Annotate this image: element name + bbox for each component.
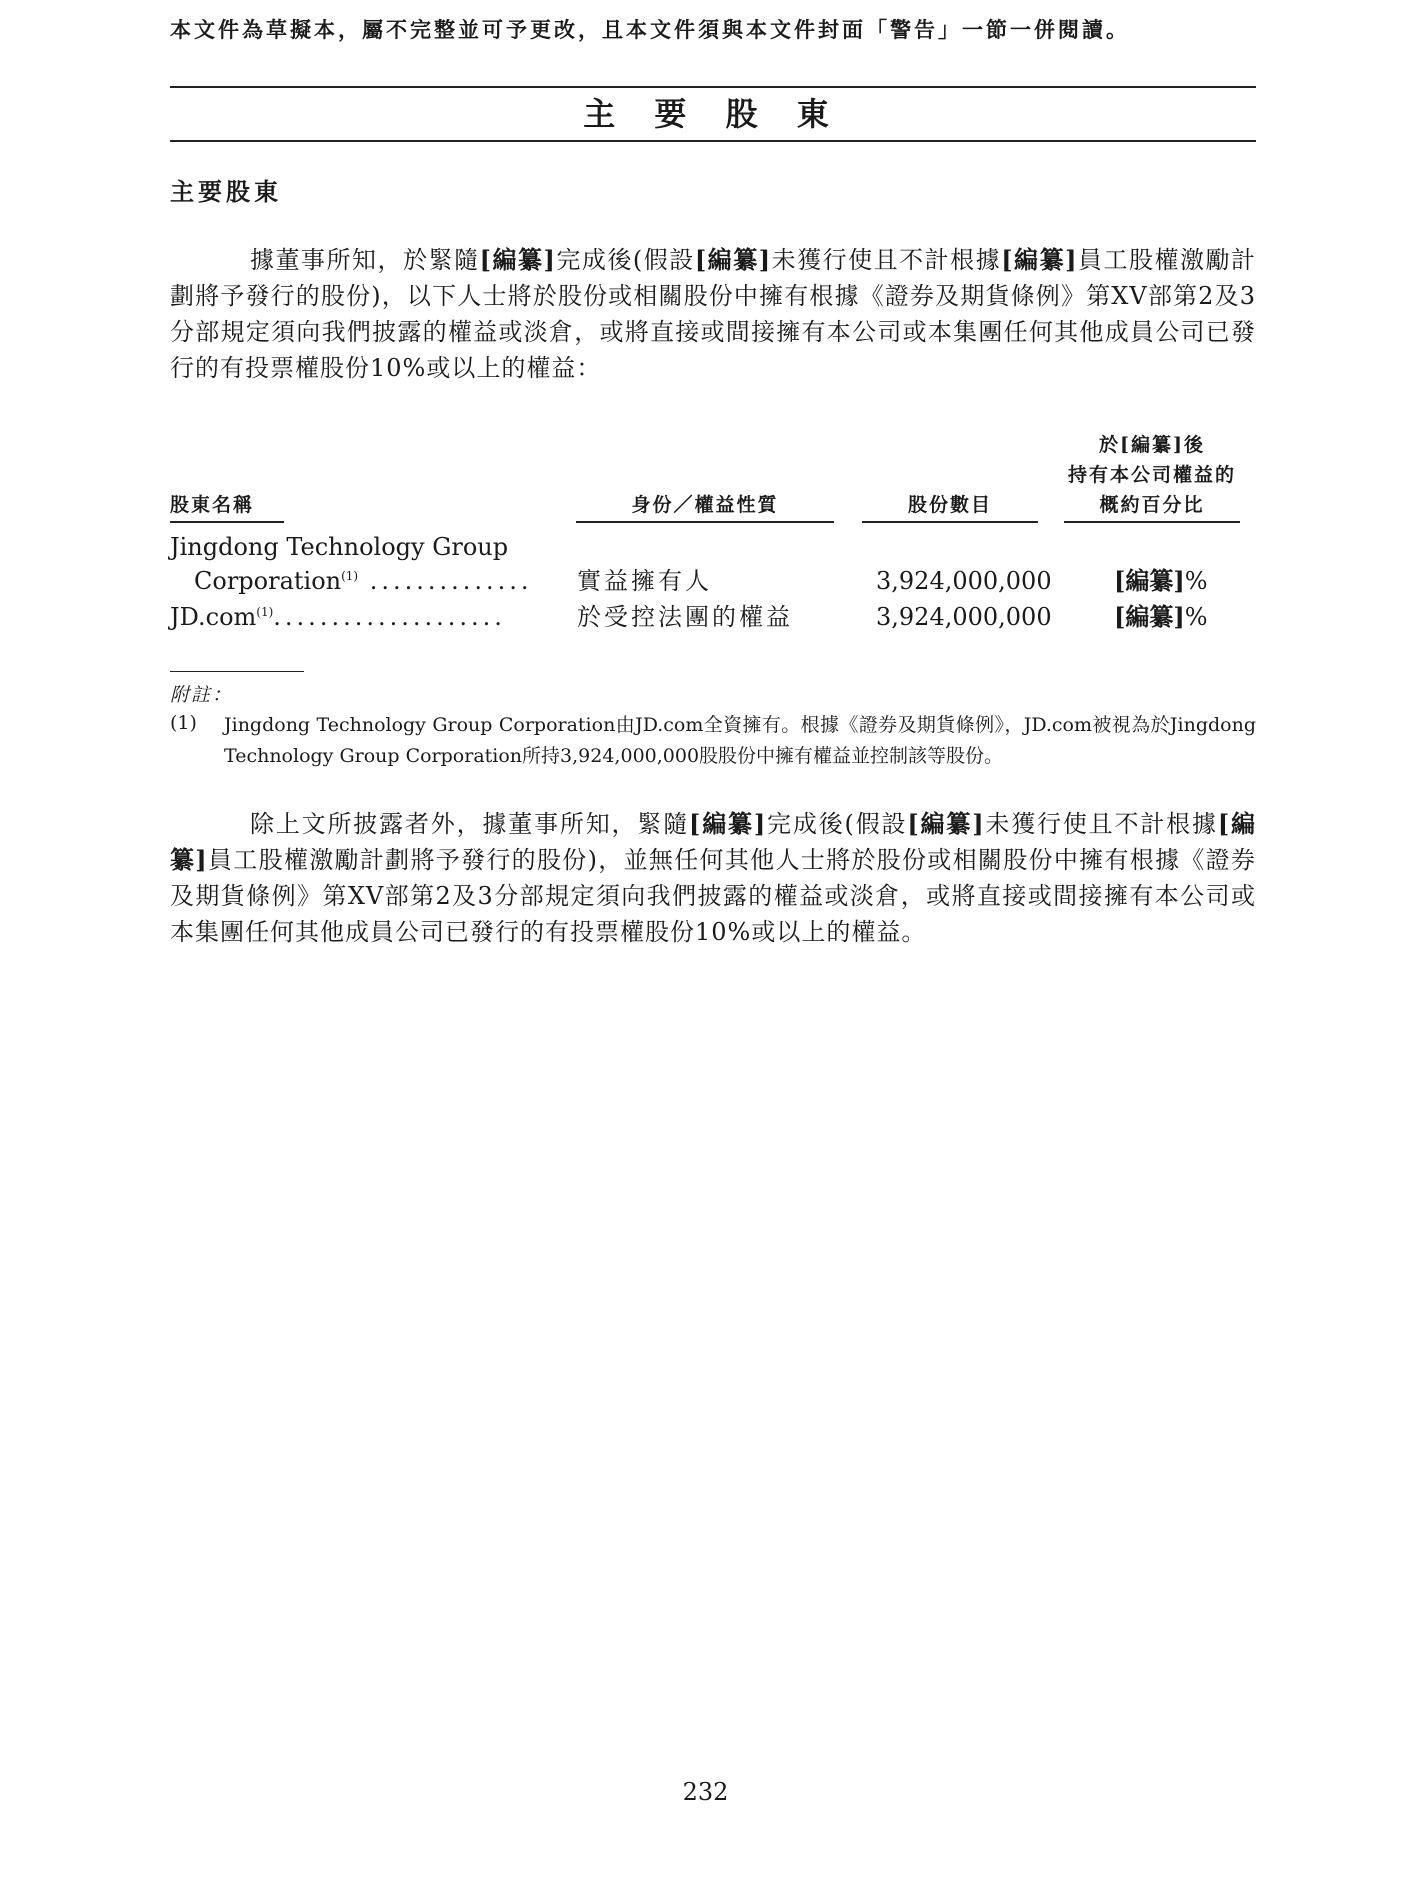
row1-shares: 3,924,000,000 — [876, 567, 1052, 595]
header-pct-line2: 持有本公司權益的 — [1067, 464, 1236, 486]
row1-capacity: 實益擁有人 — [577, 567, 712, 595]
row2-shares: 3,924,000,000 — [876, 603, 1052, 631]
section-heading: 主要股東 — [170, 177, 282, 206]
footnote-text: Jingdong Technology Group Corporation由JD.com全資擁有。根據《證券及期貨條例》，JD.com被視為於Jingdong Technology Group Corporation所持3,924,000,000股股份中擁有權益並控制該等股份。 — [224, 714, 1256, 767]
intro-paragraph: 據董事所知，於緊隨[編纂]完成後(假設[編纂]未獲行使且不計根據[編纂]員工股權激勵計劃將予發行的股份)，以下人士將於股份或相關股份中擁有根據《證券及期貨條例》第XV部第2及3分部規定須向我們披露的權益或淡倉，或將直接或間接擁有本公司或本集團任何其他成員公司已發行的有投票權股份10%或以上的權益： — [170, 245, 1257, 382]
redacted-text: [編纂] — [689, 809, 767, 838]
page-title: 主 要 股 東 — [583, 95, 843, 133]
header-shares: 股份數目 — [862, 490, 1038, 523]
redacted-text: [編纂] — [1001, 245, 1078, 274]
footnote-label: 附註： — [170, 684, 234, 706]
row1-percentage: [編纂]% — [1114, 566, 1208, 595]
page-title-block — [170, 86, 1256, 142]
footnote-ref: (1) — [256, 605, 274, 619]
closing-paragraph: 除上文所披露者外，據董事所知，緊隨[編纂]完成後(假設[編纂]未獲行使且不計根據[編纂]員工股權激勵計劃將予發行的股份)，並無任何其他人士將於股份或相關股份中擁有根據《證券及期貨條例》第XV部第2及3分部規定須向我們披露的權益或淡倉，或將直接或間接擁有本公司或本集團任何其他成員公司已發行的有投票權股份10%或以上的權益。 — [170, 809, 1256, 946]
page-number: 232 — [682, 1778, 729, 1806]
footnote-divider — [170, 671, 304, 672]
row1-name-line1: Jingdong Technology Group — [170, 533, 509, 561]
header-pct-line1: 於[編纂]後 — [1099, 434, 1205, 456]
leader-dots: .............. — [358, 567, 533, 595]
redacted-text: [編纂] — [907, 809, 985, 838]
header-capacity: 身份／權益性質 — [576, 490, 834, 523]
row2-capacity: 於受控法團的權益 — [577, 603, 793, 631]
row2-name: JD.com$^{(1)}$.................... — [170, 603, 506, 631]
leader-dots: .................... — [273, 603, 506, 631]
row1-name-line2: Corporation$^{(1)}$ .............. — [194, 567, 533, 595]
redacted-text: [編纂] — [170, 809, 1256, 874]
redacted-text: [編纂] — [694, 245, 772, 274]
redacted-text: [編纂] — [479, 245, 556, 274]
row2-percentage: [編纂]% — [1114, 602, 1208, 631]
header-shareholder-name: 股東名稱 — [170, 490, 284, 523]
footnote-number: (1) — [170, 712, 197, 734]
draft-warning-note: 本文件為草擬本，屬不完整並可予更改，且本文件須與本文件封面「警告」一節一併閱讀。 — [170, 17, 1130, 42]
header-pct-line3: 概約百分比 — [1064, 490, 1240, 523]
footnote-ref: (1) — [341, 569, 359, 583]
